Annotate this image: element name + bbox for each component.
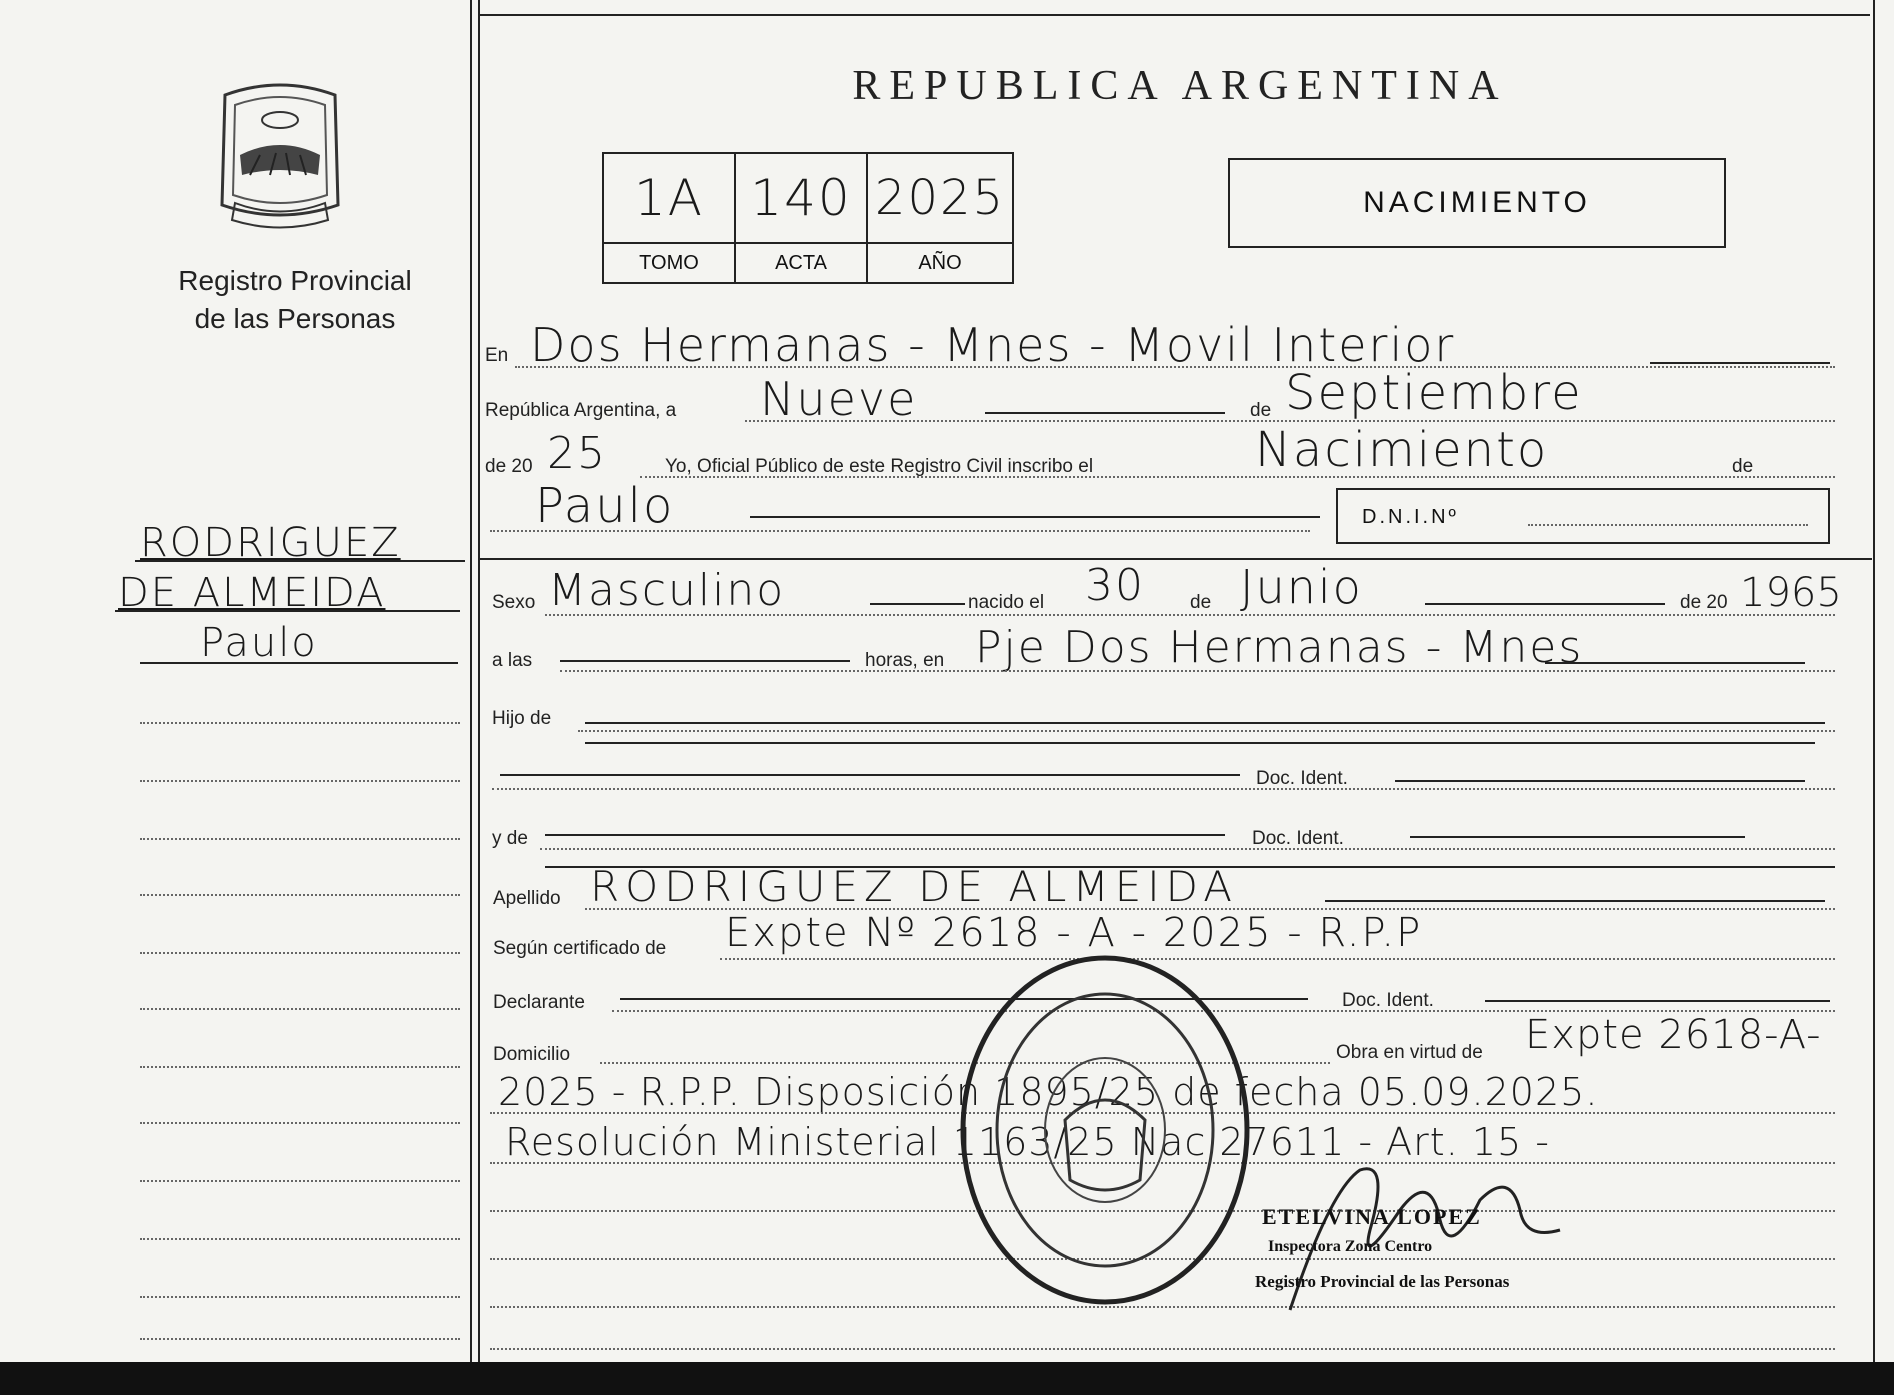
sexo-label: Sexo (492, 592, 536, 613)
provincial-seal (210, 75, 350, 235)
dni-label: D.N.I.Nº (1362, 506, 1459, 528)
obra-value-1: Expte 2618-A- (1525, 1012, 1822, 1058)
anio-corto-value: 25 (547, 428, 607, 479)
margin-line-2 (115, 610, 460, 612)
lugar-nac-value: Pje Dos Hermanas - Mnes (975, 622, 1584, 673)
en-dots (515, 366, 1835, 368)
nombre-line (750, 516, 1320, 518)
doc-ident-label-1: Doc. Ident. (1256, 768, 1348, 789)
margin-dots-12 (140, 1338, 460, 1340)
margin-dots-10 (140, 1238, 460, 1240)
alas-dots (560, 670, 1835, 672)
margin-dots-1 (140, 722, 460, 724)
doc-ident-label-2: Doc. Ident. (1252, 828, 1344, 849)
nombre-value: Paulo (535, 478, 675, 534)
margin-dots-3 (140, 838, 460, 840)
dni-box (1336, 488, 1830, 544)
de2-label: de (1732, 456, 1754, 477)
lugar-value: Dos Hermanas - Mnes - Movil Interior (530, 318, 1456, 372)
signature-name: ETELVINA LOPEZ (1262, 1204, 1482, 1229)
section-divider (480, 558, 1872, 560)
top-border (478, 14, 1870, 16)
nac-dia-value: 30 (1085, 560, 1145, 611)
anio-value: 2025 (874, 170, 1006, 226)
margin-dots-5 (140, 952, 460, 954)
acta-value: 140 (750, 169, 852, 227)
apellido-line (1325, 900, 1825, 902)
de-label: de (1250, 400, 1272, 421)
segun-dots (720, 958, 1835, 960)
horas-label: horas, en (865, 650, 945, 671)
sexo-value: Masculino (548, 565, 786, 616)
nombre-dots (490, 530, 1310, 532)
margin-surname-2: DE ALMEIDA (118, 570, 386, 616)
signature-org: Registro Provincial de las Personas (1255, 1272, 1510, 1291)
margin-line-3 (140, 662, 458, 664)
mes-value: Septiembre (1285, 365, 1583, 421)
acta-value-cell (734, 152, 868, 244)
apellido-label: Apellido (493, 888, 561, 909)
anio-label-cell (866, 242, 1014, 284)
obra-value-3: Resolución Ministerial 1163/25 Nac 27611 - Art. 15 - (505, 1120, 1550, 1164)
tomo-value-cell (602, 152, 736, 244)
obra-label: Obra en virtud de (1336, 1042, 1483, 1063)
padre-line (500, 774, 1240, 776)
margin-dots-7 (140, 1066, 460, 1068)
de20-dots (640, 476, 1835, 478)
anio-label: AÑO (918, 252, 962, 274)
hijo-line-2 (585, 742, 1815, 744)
record-type-box (1228, 158, 1726, 248)
hijo-label: Hijo de (492, 708, 552, 729)
acta-label: ACTA (775, 252, 827, 274)
sexo-dots (545, 614, 1835, 616)
margin-dots-9 (140, 1180, 460, 1182)
doc1-dots (492, 788, 1835, 790)
en-line-end (1650, 362, 1830, 364)
yde-label: y de (492, 828, 528, 849)
sexo-line (870, 603, 965, 605)
lugar-nac-line (1545, 662, 1805, 664)
nacido-label: nacido el (968, 592, 1045, 613)
tomo-value: 1A (633, 169, 704, 227)
yde-line (545, 834, 1225, 836)
certificado-value: Expte Nº 2618 - A - 2025 - R.P.P (725, 910, 1423, 956)
right-margin-rule (1873, 0, 1875, 1362)
acto-value: Nacimiento (1255, 422, 1549, 478)
tomo-label-cell (602, 242, 736, 284)
de20-label: de 20 (485, 456, 533, 477)
nac-mes-value: Junio (1240, 560, 1363, 614)
inner-margin-rule (478, 0, 480, 1362)
segun-label: Según certificado de (493, 938, 667, 959)
dia-line (985, 412, 1225, 414)
free-dots-6 (490, 1348, 1835, 1350)
obra-value-2: 2025 - R.P.P. Disposición 1895/25 de fecha 05.09.2025. (498, 1070, 1599, 1114)
hijo-dots (578, 730, 1835, 732)
registry-title: Registro Provincial de las Personas (178, 265, 412, 334)
dni-dots (1528, 524, 1808, 526)
margin-surname-1: RODRIGUEZ (140, 520, 401, 566)
tomo-label: TOMO (639, 252, 699, 274)
nac-anio-value: 1965 (1740, 570, 1842, 616)
margin-line-1 (135, 560, 465, 562)
acta-label-cell (734, 242, 868, 284)
republica-label: República Argentina, a (485, 400, 677, 421)
alas-line (560, 660, 850, 662)
scan-edge-shadow (0, 1362, 1894, 1395)
yde-dots (540, 848, 1835, 850)
margin-dots-11 (140, 1296, 460, 1298)
anio-value-cell (866, 152, 1014, 244)
dia-value: Nueve (760, 372, 918, 426)
nac-mes-line (1425, 603, 1665, 605)
margin-dots-2 (140, 780, 460, 782)
official-stamp (955, 950, 1255, 1310)
doc-ident-line-2 (1410, 836, 1745, 838)
oficial-text: Yo, Oficial Público de este Registro Civil inscribo el (665, 456, 1094, 477)
doc-ident-line-1 (1395, 780, 1805, 782)
margin-given-name: Paulo (200, 620, 318, 666)
country-heading: REPUBLICA ARGENTINA (852, 63, 1508, 109)
margin-dots-4 (140, 894, 460, 896)
hijo-line-1 (585, 722, 1825, 724)
de3-label: de (1190, 592, 1212, 613)
left-margin-rule (470, 0, 472, 1362)
record-type: NACIMIENTO (1363, 186, 1591, 219)
signature-scribble (1270, 1150, 1570, 1320)
doc-ident-label-3: Doc. Ident. (1342, 990, 1434, 1011)
apellido-value: RODRIGUEZ DE ALMEIDA (590, 862, 1238, 911)
de4-label: de 20 (1680, 592, 1728, 613)
doc-ident-line-3 (1485, 1000, 1830, 1002)
signature-role: Inspectora Zona Centro (1268, 1238, 1433, 1255)
margin-dots-8 (140, 1122, 460, 1124)
declarante-label: Declarante (493, 992, 585, 1013)
alas-label: a las (492, 650, 533, 671)
domicilio-label: Domicilio (493, 1044, 571, 1065)
en-label: En (485, 345, 509, 366)
margin-dots-6 (140, 1008, 460, 1010)
